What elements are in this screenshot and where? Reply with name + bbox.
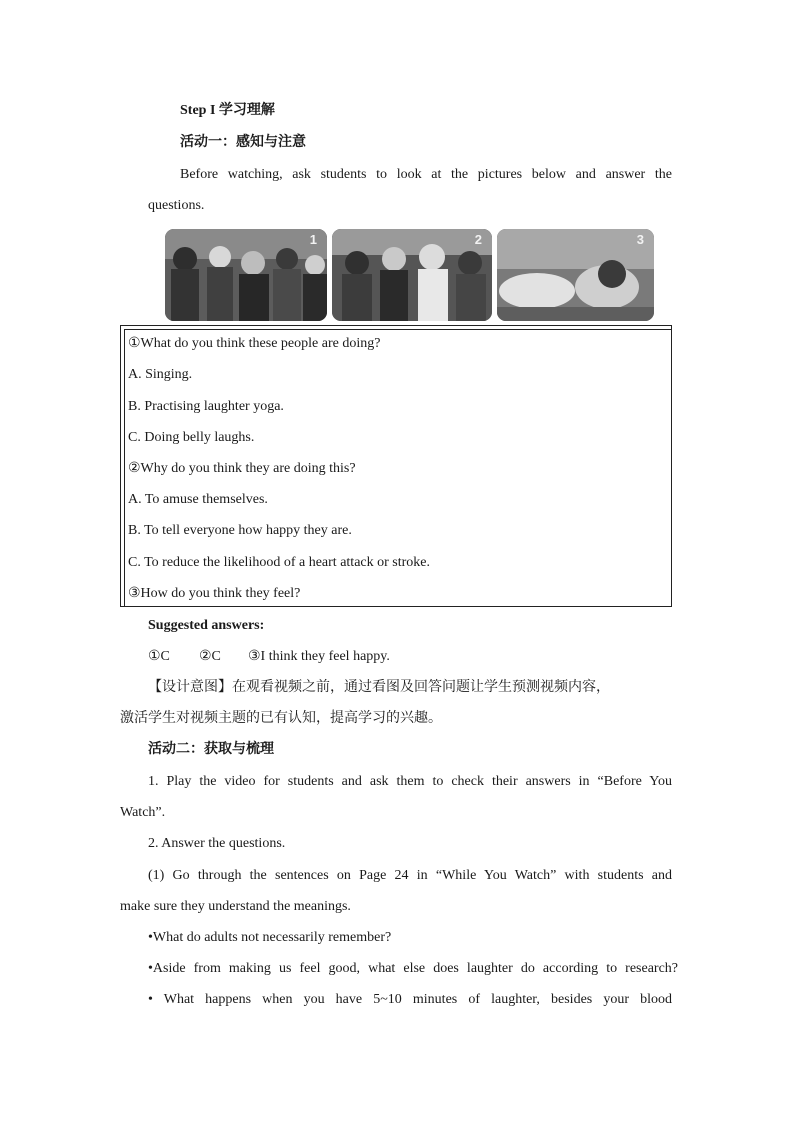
photo-3-number: 3 (636, 232, 644, 247)
activity2-sub1-line1: (1) Go through the sentences on Page 24 in “While You Watch” with students and (148, 868, 672, 883)
activity1-title: 活动一：感知与注意 (180, 135, 306, 150)
photo-1 (165, 229, 327, 321)
bullet-question-2: •Aside from making us feel good, what else does laughter do according to research? (148, 961, 678, 976)
question-1-option-b: B. Practising laughter yoga. (128, 399, 284, 414)
activity1-intro-line2: questions. (148, 198, 205, 213)
question-box (120, 325, 672, 607)
question-1-option-a: A. Singing. (128, 367, 193, 382)
activity2-item1-line1: 1. Play the video for students and ask them to check their answers in “Before You (148, 774, 672, 789)
question-2-option-a: A. To amuse themselves. (128, 492, 268, 507)
question-3: ③How do you think they feel? (128, 586, 301, 601)
bullet-question-1: •What do adults not necessarily remember? (148, 930, 392, 945)
photo-2-number: 2 (474, 232, 482, 247)
activity2-item1-line2: Watch”. (120, 805, 166, 820)
design-intent-line1: 【设计意图】在观看视频之前，通过看图及回答问题让学生预测视频内容， (148, 680, 610, 695)
activity2-sub1-line2: make sure they understand the meanings. (120, 899, 351, 914)
question-2-option-c: C. To reduce the likelihood of a heart attack or stroke. (128, 555, 430, 570)
activity2-title: 活动二：获取与梳理 (148, 742, 274, 757)
answer-1: ①C (148, 649, 170, 664)
design-intent-line2: 激活学生对视频主题的已有认知，提高学习的兴趣。 (120, 711, 442, 726)
suggested-answers-title: Suggested answers: (148, 618, 265, 633)
step-title: Step I 学习理解 (180, 103, 275, 118)
bullet-question-3: • What happens when you have 5~10 minutes of laughter, besides your blood (148, 992, 672, 1007)
photo-3 (497, 229, 654, 321)
question-1-option-c: C. Doing belly laughs. (128, 430, 255, 445)
activity1-intro-line1: Before watching, ask students to look at the pictures below and answer the (180, 167, 672, 182)
question-2-option-b: B. To tell everyone how happy they are. (128, 523, 352, 538)
answer-3: ③I think they feel happy. (248, 649, 390, 664)
photo-1-number: 1 (309, 232, 317, 247)
photo-2 (332, 229, 492, 321)
question-1: ①What do you think these people are doing? (128, 336, 381, 351)
question-2: ②Why do you think they are doing this? (128, 461, 356, 476)
answer-2: ②C (199, 649, 221, 664)
activity2-item2: 2. Answer the questions. (148, 836, 286, 851)
